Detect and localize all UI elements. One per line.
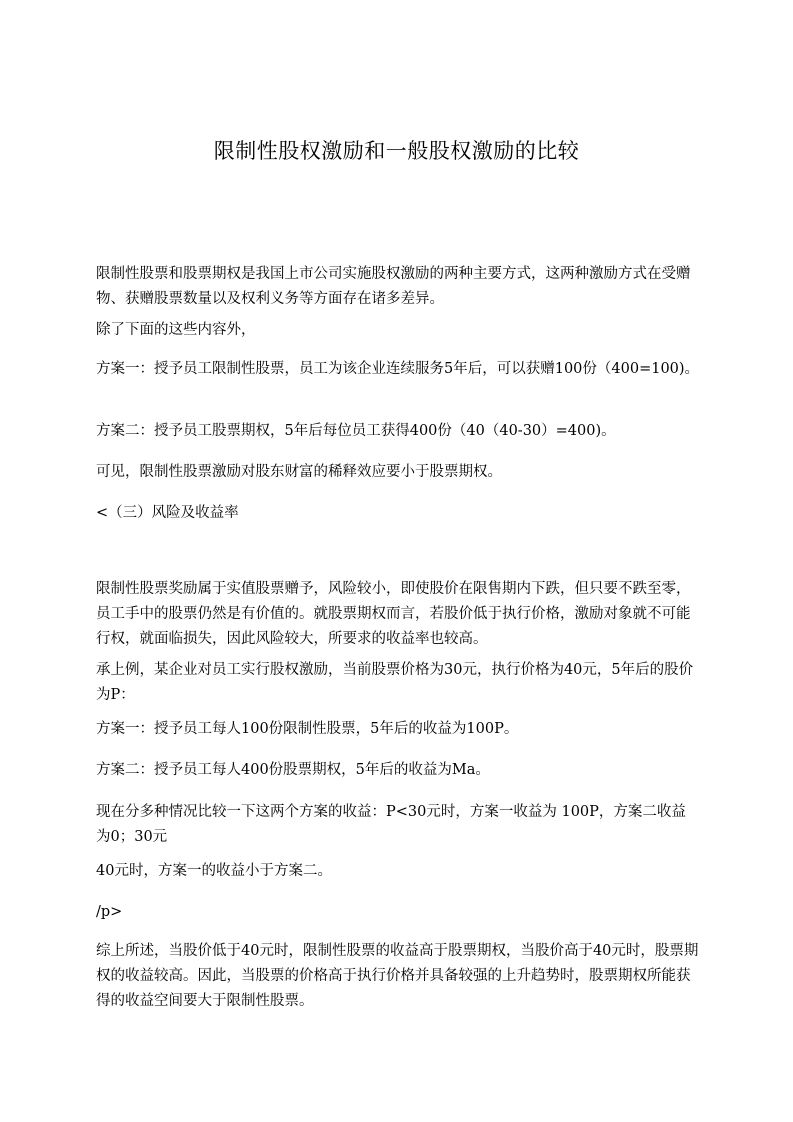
document-title: 限制性股权激励和一般股权激励的比较 <box>213 139 580 163</box>
paragraph-stray-tag: /p> <box>96 904 123 920</box>
paragraph-comparison-cont: 40元时，方案一的收益小于方案二。 <box>96 863 332 879</box>
paragraph-comparison: 现在分多种情况比较一下这两个方案的收益：P<30元时，方案一收益为 100P，方案二收益为0；30元 <box>96 804 686 845</box>
paragraph-besides: 除了下面的这些内容外， <box>96 322 256 338</box>
paragraph-risk: 限制性股票奖励属于实值股票赠予，风险较小，即使股价在限售期内下跌，但只要不跌至零，员工手中的股票仍然是有价值的。就股票期权而言，若股价低于执行价格，激励对象就不可能行权，就面临损失，因此风险较大，所要求的收益率也较高。 <box>96 581 691 647</box>
paragraph-summary: 综上所述，当股价低于40元时，限制性股票的收益高于股票期权，当股价高于40元时，股票期权的收益较高。因此，当股票的价格高于执行价格并具备较强的上升趋势时，股票期权所能获得的收益空间要大于限制性股票。 <box>96 943 699 1009</box>
paragraph-plan-one: 方案一：授予员工限制性股票，员工为该企业连续服务5年后，可以获赠100份（400=100)。 <box>96 361 700 377</box>
paragraph-example-plan-two: 方案二：授予员工每人400份股票期权，5年后的收益为Ma。 <box>96 762 490 778</box>
paragraph-example: 承上例，某企业对员工实行股权激励，当前股票价格为30元，执行价格为40元，5年后的股价为P： <box>96 662 694 703</box>
paragraph-conclusion-dilution: 可见，限制性股票激励对股东财富的稀释效应要小于股票期权。 <box>96 464 502 480</box>
section-heading-risk: <（三）风险及收益率 <box>96 505 239 521</box>
paragraph-intro: 限制性股票和股票期权是我国上市公司实施股权激励的两种主要方式，这两种激励方式在受赠物、获赠股票数量以及权利义务等方面存在诸多差异。 <box>96 266 691 307</box>
paragraph-plan-two: 方案二：授予员工股票期权，5年后每位员工获得400份（40（40-30）=400)。 <box>96 423 616 439</box>
paragraph-example-plan-one: 方案一：授予员工每人100份限制性股票，5年后的收益为100P。 <box>96 721 519 737</box>
